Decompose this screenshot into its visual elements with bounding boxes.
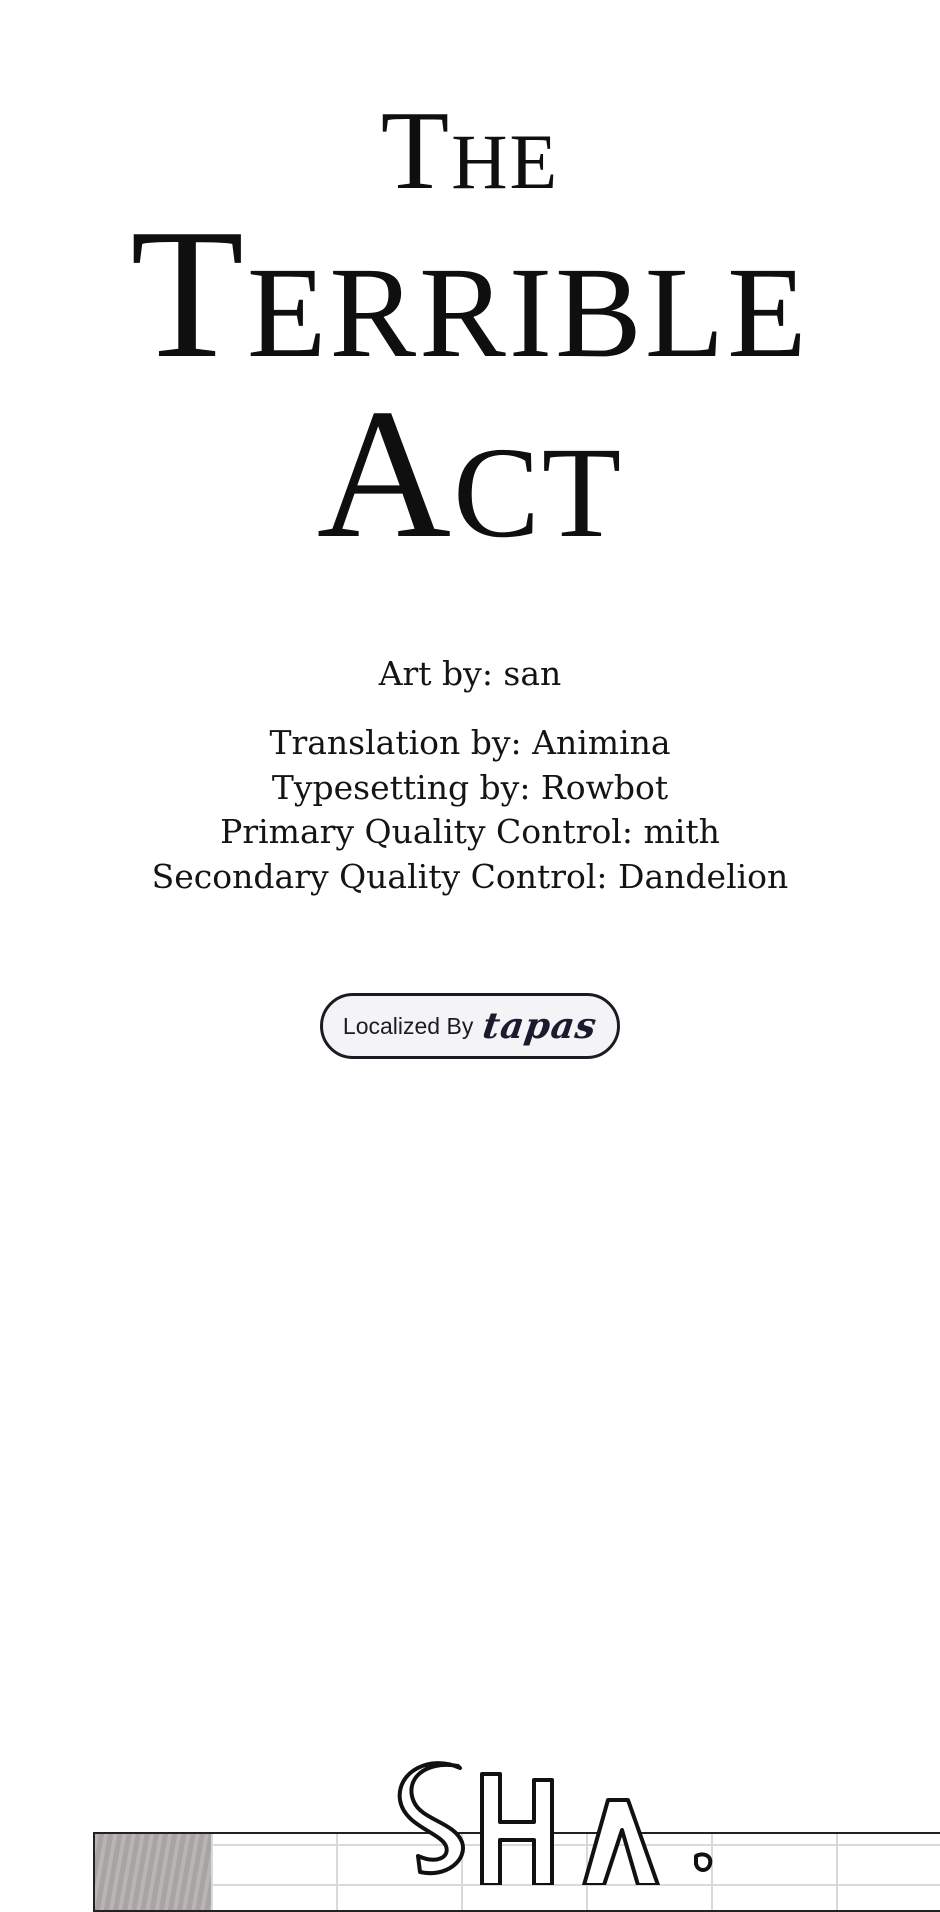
title-line-the: The	[380, 89, 560, 213]
credit-primary-qc: Primary Quality Control: mith	[220, 812, 720, 851]
credit-art: Art by: san	[378, 654, 562, 693]
title-line-act: Act	[316, 371, 624, 577]
comic-title	[0, 89, 940, 577]
tapas-logo: tapas	[480, 1005, 601, 1047]
credit-translation: Translation by: Animina	[269, 723, 671, 762]
localized-by-badge	[320, 993, 620, 1059]
credits-block	[0, 654, 940, 899]
badge-label: Localized By	[342, 1012, 474, 1039]
credit-secondary-qc: Secondary Quality Control: Dandelion	[151, 856, 789, 896]
sound-effect-lettering	[396, 1760, 726, 1885]
panel-shading	[95, 1834, 211, 1912]
credit-typesetting: Typesetting by: Rowbot	[271, 767, 669, 807]
title-line-terrible: Terrible	[130, 191, 810, 397]
